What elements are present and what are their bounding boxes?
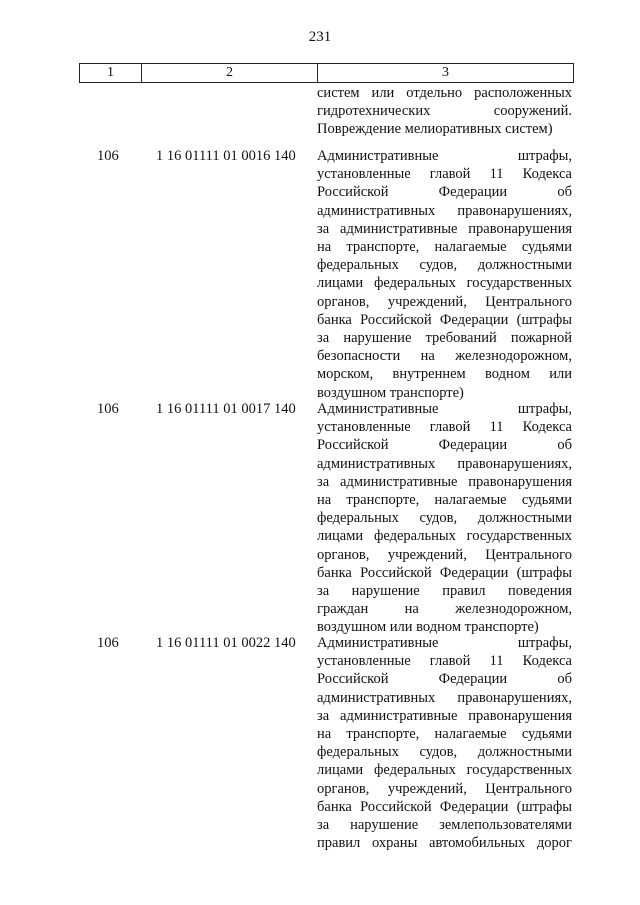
desc-line: за нарушение правил поведения (317, 583, 572, 600)
desc-line: за нарушение землепользователями (317, 817, 572, 834)
header-col-1: 1 (80, 64, 142, 82)
row-number: 106 (97, 148, 119, 164)
desc-line: воздушном транспорте) (317, 384, 464, 401)
desc-line: установленные главой 11 Кодекса (317, 419, 572, 436)
desc-line: за нарушение требований пожарной (317, 330, 572, 347)
desc-line: систем или отдельно расположенных (317, 85, 572, 101)
desc-line: за административные правонарушения (317, 220, 572, 237)
desc-line: морском, внутреннем водном или (317, 366, 572, 383)
desc-line: банка Российской Федерации (штрафы (317, 311, 572, 328)
desc-line: административных правонарушениях, (317, 202, 572, 219)
desc-line: безопасности на железнодорожном, (317, 348, 572, 365)
desc-line: органов, учреждений, Центрального (317, 780, 572, 797)
desc-line: за административные правонарушения (317, 473, 572, 490)
desc-line: лицами федеральных государственных (317, 528, 572, 545)
desc-line: Российской Федерации об (317, 671, 572, 688)
desc-line: Повреждение мелиоративных систем) (317, 121, 553, 138)
desc-line: лицами федеральных государственных (317, 762, 572, 779)
desc-line: административных правонарушениях, (317, 689, 572, 706)
desc-line: банка Российской Федерации (штрафы (317, 798, 572, 815)
desc-line: федеральных судов, должностными (317, 744, 572, 761)
desc-line: административных правонарушениях, (317, 455, 572, 472)
desc-line: установленные главой 11 Кодекса (317, 166, 572, 183)
budget-code: 1 16 01111 01 0016 140 (156, 148, 296, 164)
budget-code: 1 16 01111 01 0022 140 (156, 635, 296, 651)
row-description (317, 634, 572, 852)
desc-line: воздушном или водном транспорте) (317, 619, 539, 636)
row-number: 106 (97, 635, 119, 651)
desc-line: Административные штрафы, (317, 401, 572, 417)
table-header (79, 63, 574, 83)
page-number: 231 (308, 29, 332, 45)
desc-line: Российской Федерации об (317, 437, 572, 454)
header-col-3: 3 (442, 65, 449, 80)
desc-line: органов, учреждений, Центрального (317, 293, 572, 310)
row-description (317, 147, 572, 402)
desc-line: на транспорте, налагаемые судьями (317, 726, 572, 743)
desc-line: лицами федеральных государственных (317, 275, 572, 292)
row-description (317, 400, 572, 637)
desc-line: гидротехнических сооружений. (317, 103, 572, 120)
desc-line: установленные главой 11 Кодекса (317, 653, 572, 670)
desc-line: правил охраны автомобильных дорог (317, 835, 572, 852)
budget-code: 1 16 01111 01 0017 140 (156, 401, 296, 417)
desc-line: банка Российской Федерации (штрафы (317, 564, 572, 581)
desc-line: Административные штрафы, (317, 635, 572, 651)
desc-line: федеральных судов, должностными (317, 510, 572, 527)
header-col-2: 2 (142, 64, 318, 82)
desc-line: за административные правонарушения (317, 707, 572, 724)
desc-line: на транспорте, налагаемые судьями (317, 492, 572, 509)
desc-line: граждан на железнодорожном, (317, 601, 572, 618)
desc-line: Российской Федерации об (317, 184, 572, 201)
continuation-description (317, 84, 572, 139)
desc-line: органов, учреждений, Центрального (317, 546, 572, 563)
desc-line: на транспорте, налагаемые судьями (317, 239, 572, 256)
row-number: 106 (97, 401, 119, 417)
desc-line: Административные штрафы, (317, 148, 572, 164)
desc-line: федеральных судов, должностными (317, 257, 572, 274)
